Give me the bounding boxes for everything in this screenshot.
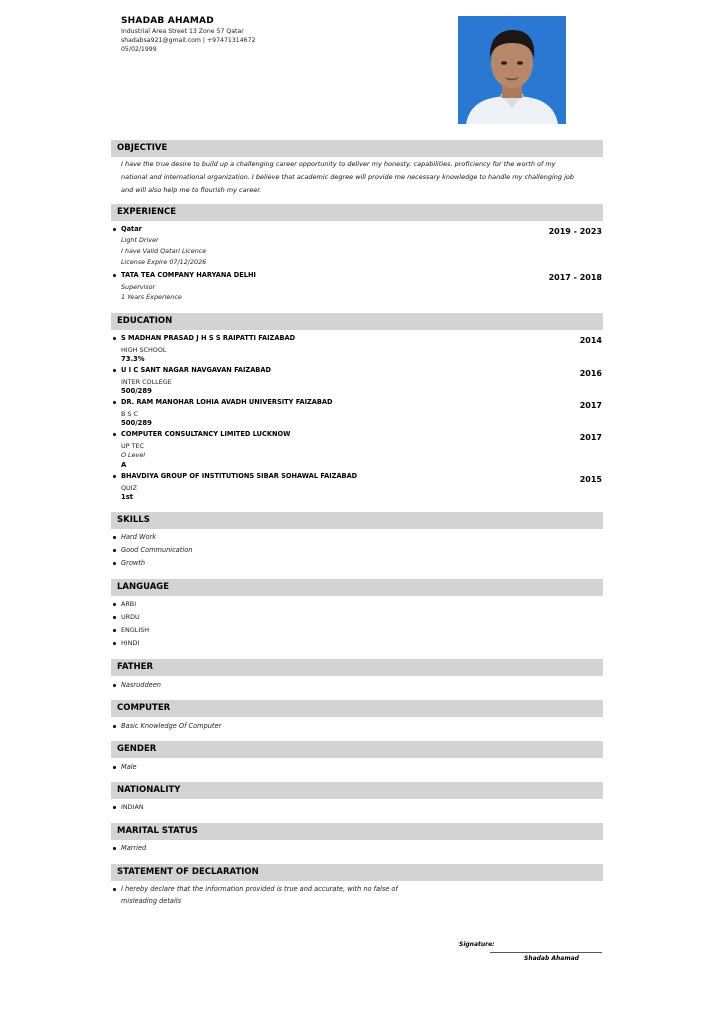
education-score: 73.3% — [121, 355, 145, 363]
language-item: ENGLISH — [121, 626, 150, 634]
education-year: 2016 — [579, 369, 602, 378]
bullet-icon — [113, 536, 116, 539]
experience-dates: 2017 - 2018 — [548, 273, 602, 282]
objective-line-2: national and international organization. I believe that academic degree will provide me necessary knowledge to handle my challenging job — [121, 173, 575, 181]
bullet-icon — [113, 806, 116, 809]
skill-item: Hard Work — [121, 533, 157, 541]
declaration-line-2: misleading details — [121, 897, 182, 905]
skill-item: Growth — [121, 559, 146, 567]
bullet-icon — [113, 888, 116, 891]
education-level: INTER COLLEGE — [121, 378, 172, 386]
declaration-line-1: I hereby declare that the information provided is true and accurate, with no false of — [121, 885, 398, 893]
education-institution: S MADHAN PRASAD J H S S RAIPATTI FAIZABAD — [121, 334, 296, 342]
address-text: Industrial Area Street 13 Zone 57 Qatar — [121, 28, 244, 35]
experience-role: Supervisor — [121, 283, 156, 291]
bullet-icon — [113, 475, 116, 478]
profile-photo — [458, 16, 566, 124]
experience-detail: I have Valid Qatari Licence — [121, 247, 207, 255]
father-name: Nasruddeen — [121, 681, 161, 689]
education-level: HIGH SCHOOL — [121, 346, 167, 354]
education-year: 2014 — [579, 336, 602, 345]
bullet-icon — [113, 401, 116, 404]
language-item: ARBI — [121, 600, 137, 608]
experience-title: Qatar — [121, 225, 142, 233]
applicant-name: SHADAB AHAMAD — [121, 16, 214, 26]
education-year: 2015 — [579, 475, 602, 484]
language-item: URDU — [121, 613, 140, 621]
experience-detail: 1 Years Experience — [121, 293, 182, 301]
education-year: 2017 — [579, 401, 602, 410]
education-score: 500/289 — [121, 387, 152, 395]
bullet-icon — [113, 337, 116, 340]
skill-item: Good Communication — [121, 546, 193, 554]
objective-section-header: OBJECTIVE — [111, 140, 603, 157]
bullet-icon — [113, 616, 116, 619]
education-score: 1st — [121, 493, 134, 501]
experience-detail: License Expire 07/12/2026 — [121, 258, 207, 266]
education-institution: COMPUTER CONSULTANCY LIMITED LUCKNOW — [121, 430, 291, 438]
nationality-value: INDIAN — [121, 803, 144, 811]
bullet-icon — [113, 274, 116, 277]
bullet-icon — [113, 766, 116, 769]
skills-section-header: SKILLS — [111, 512, 603, 529]
signature-label: Signature: — [459, 941, 495, 948]
education-score: A — [121, 461, 127, 469]
bullet-icon — [113, 228, 116, 231]
education-score: 500/289 — [121, 419, 152, 427]
experience-role: Light Driver — [121, 236, 159, 244]
bullet-icon — [113, 369, 116, 372]
experience-section-header: EXPERIENCE — [111, 204, 603, 221]
computer-skill: Basic Knowledge Of Computer — [121, 722, 222, 730]
education-year: 2017 — [579, 433, 602, 442]
marital-section-header: MARITAL STATUS — [111, 823, 603, 840]
marital-value: Married — [121, 844, 147, 852]
objective-line-3: and will also help me to flourish my career. — [121, 186, 262, 194]
person-portrait-icon — [458, 16, 566, 124]
objective-line-1: I have the true desire to build up a challenging career opportunity to deliver my honesty, capabilities, proficiency for the worth of my — [121, 160, 556, 168]
bullet-icon — [113, 847, 116, 850]
declaration-section-header: STATEMENT OF DECLARATION — [111, 864, 603, 881]
bullet-icon — [113, 642, 116, 645]
education-level: B S C — [121, 410, 138, 418]
education-institution: U I C SANT NAGAR NAVGAVAN FAIZABAD — [121, 366, 271, 374]
signature-line — [490, 952, 602, 953]
education-level: UP TEC — [121, 442, 144, 450]
father-section-header: FATHER — [111, 659, 603, 676]
bullet-icon — [113, 629, 116, 632]
signature-name: Shadab Ahamad — [524, 955, 579, 962]
language-item: HINDI — [121, 639, 140, 647]
language-section-header: LANGUAGE — [111, 579, 603, 596]
dob-text: 05/02/1999 — [121, 46, 157, 53]
bullet-icon — [113, 603, 116, 606]
bullet-icon — [113, 725, 116, 728]
nationality-section-header: NATIONALITY — [111, 782, 603, 799]
bullet-icon — [113, 684, 116, 687]
experience-title: TATA TEA COMPANY HARYANA DELHI — [121, 271, 256, 279]
education-institution: BHAVDIYA GROUP OF INSTITUTIONS SIBAR SOHAWAL FAIZABAD — [121, 472, 358, 480]
gender-section-header: GENDER — [111, 741, 603, 758]
education-level: QUIZ — [121, 484, 137, 492]
bullet-icon — [113, 562, 116, 565]
experience-dates: 2019 - 2023 — [548, 227, 602, 236]
education-section-header: EDUCATION — [111, 313, 603, 330]
bullet-icon — [113, 433, 116, 436]
computer-section-header: COMPUTER — [111, 700, 603, 717]
bullet-icon — [113, 549, 116, 552]
education-level: O Level — [121, 451, 146, 459]
contact-text: shadabsa921@gmail.com | +97471314672 — [121, 37, 256, 44]
education-institution: DR. RAM MANOHAR LOHIA AVADH UNIVERSITY FAIZABAD — [121, 398, 333, 406]
gender-value: Male — [121, 763, 137, 771]
